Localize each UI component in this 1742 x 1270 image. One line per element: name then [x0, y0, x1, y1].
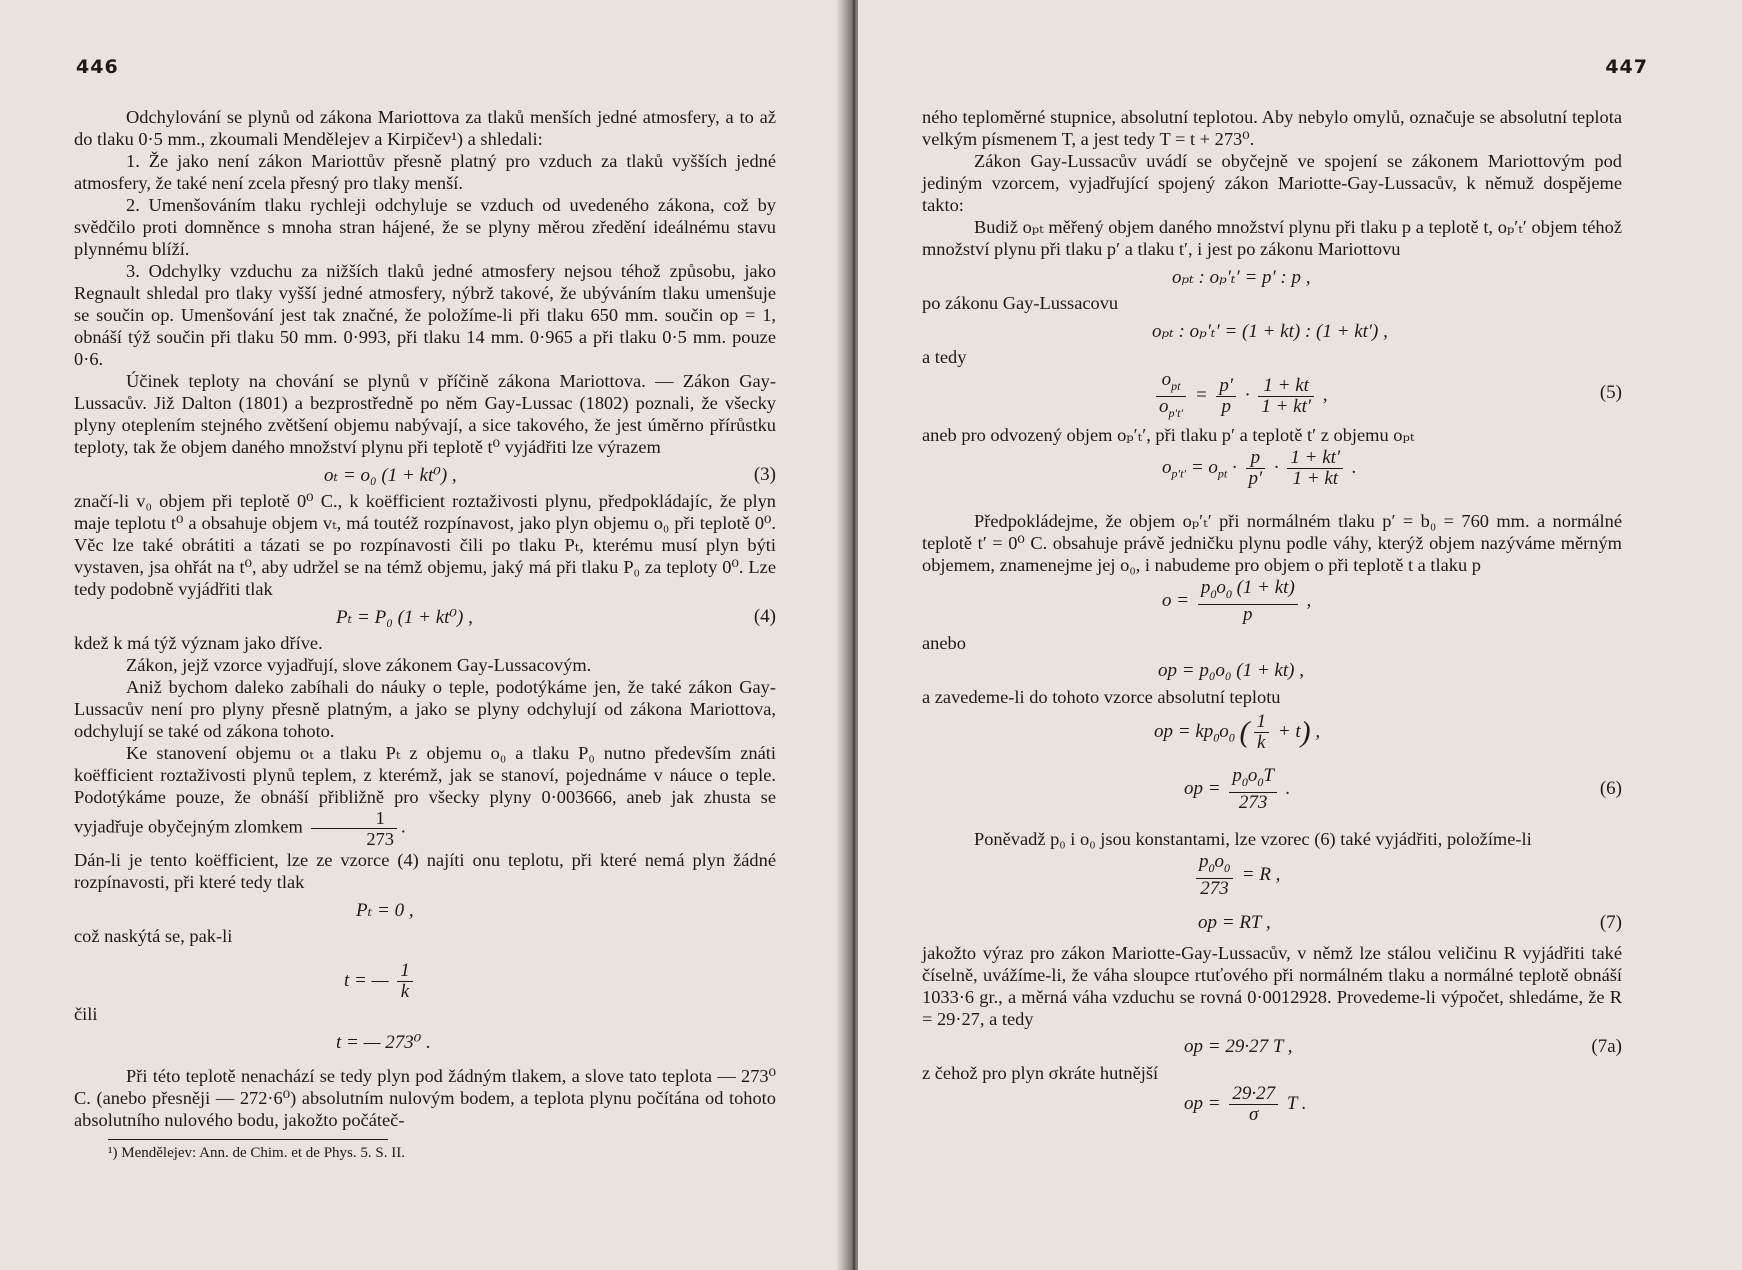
- equation-number: (5): [1599, 382, 1622, 403]
- equation-6: [922, 764, 1622, 820]
- paragraph: z čehož pro plyn σkráte hutnější: [922, 1063, 1159, 1083]
- paragraph: 3. Odchylky vzduchu za nižších tlaků jedné atmosfery nejsou téhož způsobu, jako Regnault shledal pro tlaky vyšší jedné atmosfery, nýbrž takové, že ubýváním tlaku umenšuje se součin op. Umenšování jest tak značné, že položíme-li při tlaku 650 mm. součin op = 1, obnáší týž součin při tlaku 50 mm. 0·993, při tlaku 14 mm. 0·965 a při tlaku 0·5 mm. pouze 0·6.: [74, 261, 776, 369]
- paragraph: Předpokládejme, že objem oₚ′ₜ′ při normálném tlaku p′ = b₀ = 760 mm. a normálné teplotě t′ = 0⁰ C. obsahuje právě jedničku plynu podle váhy, kterýž objem nazýváme měrným objemem, znamenejme jej o₀, i nabudeme pro objem o při teplotě t a tlaku p: [922, 511, 1622, 575]
- fraction-denominator: 273: [366, 829, 394, 849]
- paragraph: ného teploměrné stupnice, absolutní teplotou. Aby nebylo omylů, označuje se absolutní teplota velkým písmenem T, a jest tedy T = t + 273⁰.: [922, 107, 1622, 149]
- paragraph: Odchylování se plynů od zákona Mariottova za tlaků menších jedné atmosfery, a to až do tlaku 0·5 mm., zkoumali Mendělejev a Kirpičev¹) a shledali:: [74, 107, 776, 149]
- paragraph: značí-li v₀ objem při teplotě 0⁰ C., k koëfficient roztaživosti plynu, předpokládajíc, že plyn maje teplotu t⁰ a obsahuje objem vₜ, má toutéž rozpínavost, jako plyn objemu o₀ při teplotě 0⁰. Věc lze také obrátiti a tázati se po rozpínavosti čili po tlaku Pₜ, kterému musí plyn býti vystaven, jsa ohřát na t⁰, aby udržel se na témž objemu, jaký má při tlaku P₀ za teploty 0⁰. Lze tedy podobně vyjádřiti tlak: [74, 491, 776, 599]
- paragraph: 1. Že jako není zákon Mariottův přesně platný pro vzduch za tlaků vyšších jedné atmosfery, že také není zcela přesný pro tlaky menší.: [74, 151, 776, 193]
- equation-mariotte: [922, 260, 1622, 292]
- paragraph: Při této teplotě nenachází se tedy plyn pod žádným tlakem, a slove tato teplota — 273⁰ C. (anebo přesněji — 272·6⁰) absolutním nulovým bodem, a teplota plynu počítána od tohoto absolutního nulového bodu, jakožto počáteč-: [74, 1066, 776, 1130]
- left-page-body: [74, 106, 776, 1163]
- fraction-numerator: 29·27: [1229, 1084, 1278, 1105]
- paragraph: čili: [74, 1004, 98, 1024]
- equation: op = p₀o₀ (1 + kt) ,: [1158, 660, 1304, 681]
- paragraph: a tedy: [922, 347, 967, 367]
- equation: oₚₜ : oₚ′ₜ′ = (1 + kt) : (1 + kt′) ,: [1152, 321, 1388, 342]
- equation-gay-lussac: [922, 314, 1622, 346]
- equation: Pₜ = P₀ (1 + kt⁰) ,: [336, 607, 473, 628]
- equation-5: [922, 368, 1622, 424]
- equation-dense-gas: [922, 1084, 1622, 1140]
- fraction: [311, 808, 397, 849]
- fraction-denominator: k: [400, 981, 410, 1002]
- fraction-denominator: σ: [1249, 1104, 1259, 1125]
- fraction-numerator: 1: [311, 808, 397, 829]
- paragraph: Aniž bychom daleko zabíhali do náuky o teple, podotýkáme jen, že také zákon Gay-Lussacův není pro plyny přesně platným, a jako se plyny odchylují od zákona Mariottova, odchylují se také od zákona tohoto.: [74, 677, 776, 741]
- equation-number: (3): [753, 464, 776, 485]
- paragraph: Účinek teploty na chování se plynů v příčině zákona Mariottova. — Zákon Gay-Lussacův. Již Dalton (1801) a bezprostředně po něm Gay-Lussac (1802) poznali, že všecky plyny oteplením stejného zvětšení objemu nabývají, a sice takového, že jest úměrno přírůstku teploty, tak že objem daného množství plynu při teplotě t⁰ vyjádřiti lze výrazem: [74, 371, 776, 457]
- right-page: [858, 0, 1742, 1270]
- equation: o = $\frac{p_0o_0 (1 + kt)}{p}$ ,: [1162, 577, 1312, 625]
- paragraph: a zavedeme-li do tohoto vzorce absolutní teplotu: [922, 687, 1281, 707]
- left-page: [0, 0, 852, 1270]
- paragraph: aneb pro odvozený objem oₚ′ₜ′, při tlaku p′ a teplotě t′ z objemu oₚₜ: [922, 425, 1415, 445]
- fraction-numerator: 1: [397, 961, 413, 982]
- equation-derived-volume: [922, 446, 1622, 502]
- equation-7a: [922, 1030, 1622, 1062]
- equation: t = — 273⁰ .: [336, 1032, 431, 1053]
- equation: [344, 961, 417, 1002]
- paragraph: Poněvadž p₀ i o₀ jsou konstantami, lze vzorec (6) také vyjádřiti, položíme-li: [974, 829, 1532, 849]
- paragraph-text: Ke stanovení objemu oₜ a tlaku Pₜ z objemu o₀ a tlaku P₀ nutno především znáti koëfficient roztaživosti plynů teplem, z kterémž, jak se stanoví, pojednáme v náuce o teple. Podotýkáme pouze, že obnáší přibližně pro všecky plyny 0·003666, aneb jak zhusta se vyjadřuje obyčejným zlomkem: [74, 743, 776, 837]
- fraction: [1229, 1084, 1278, 1125]
- paragraph: Ke stanovení objemu oₜ a tlaku Pₜ z objemu o₀ a tlaku P₀ nutno především znáti koëfficient roztaživosti plynů teplem, z kterémž, jak se stanoví, pojednáme v náuce o teple. Podotýkáme pouze, že obnáší přibližně pro všecky plyny 0·003666, aneb jak zhusta se vyjadřuje obyčejným zlomkem $\frac{1}{273}$ .: [74, 743, 776, 849]
- equation-number: (7a): [1591, 1036, 1622, 1057]
- paragraph: Zákon, jejž vzorce vyjadřují, slove zákonem Gay-Lussacovým.: [126, 655, 592, 675]
- equation-number: (4): [753, 606, 776, 627]
- equation-rhs: = R ,: [1241, 863, 1281, 885]
- paragraph: Dán-li je tento koëfficient, lze ze vzorce (4) najíti onu teplotu, při které nemá plyn žádné rozpínavosti, při které tedy tlak: [74, 850, 776, 892]
- equation-o: [922, 576, 1622, 632]
- footnote-rule: [108, 1139, 388, 1140]
- paragraph: po zákonu Gay-Lussacovu: [922, 293, 1119, 313]
- equation-pt-zero: [74, 893, 776, 925]
- equation-op: [922, 654, 1622, 686]
- paragraph: 2. Umenšováním tlaku rychleji odchyluje se vzduch od uvedeného zákona, což by svědčilo proti domněnce s mnoha stran hájené, že se plyny měrou zředění ideálnému stavu plynnému blíží.: [74, 195, 776, 259]
- equation: oₜ = o₀ (1 + kt⁰) ,: [324, 465, 457, 486]
- equation: op = 29·27 T ,: [1184, 1036, 1293, 1057]
- right-page-body: [922, 106, 1622, 1140]
- equation-r-definition: [922, 850, 1622, 906]
- equation-3: [74, 458, 776, 490]
- paragraph: anebo: [922, 633, 966, 653]
- equation-4: [74, 600, 776, 632]
- equation-op-absolute: [922, 708, 1622, 764]
- fraction: [397, 961, 413, 1002]
- page-number-right: 447: [1605, 56, 1648, 78]
- equation: $\frac{o_{pt}}{o_{p't'}}$ = $\frac{p'}{p}$ · $\frac{1 + kt}{1 + kt'}$ ,: [1152, 370, 1328, 423]
- paragraph: Budiž oₚₜ měřený objem daného množství plynu při tlaku p a teplotě t, oₚ′ₜ′ objem téhož množství plynu při tlaku p′ a tlaku t′, i jest po zákonu Mariottovu: [922, 217, 1622, 259]
- equation-lhs: t = —: [344, 969, 389, 991]
- footnote: ¹) Mendělejev: Ann. de Chim. et de Phys. 5. S. II.: [108, 1145, 405, 1161]
- paragraph: jakožto výraz pro zákon Mariotte-Gay-Lussacův, v němž lze stálou veličinu R vyjádřiti také číselně, uvážíme-li, že váha sloupce rtuťového při normálném tlaku a normálné teplotě obnáší 1033·6 gr., a měrná váha vzduchu se rovná 0·0012928. Provedeme-li výpočet, shledáme, že R = 29·27, a tedy: [922, 943, 1622, 1029]
- paragraph: Zákon Gay-Lussacův uvádí se obyčejně ve spojení se zákonem Mariottovým pod jediným vzorcem, vyjadřující spojený zákon Mariotte-Gay-Lussacův, k němuž dospějeme takto:: [922, 151, 1622, 215]
- page-number-left: 446: [76, 56, 119, 78]
- equation: $\frac{p_0o_0}{273}$ = R ,: [1192, 852, 1280, 899]
- equation-number: (6): [1599, 778, 1622, 799]
- equation-7: [922, 906, 1622, 938]
- equation: op = $kp_0o_0$ ( $\frac{1}{k}$ + t) ,: [1154, 711, 1321, 753]
- equation: op = $\frac{p_0o_0T}{273}$ .: [1184, 765, 1291, 813]
- paragraph: což naskýtá se, pak-li: [74, 926, 233, 946]
- equation-number: (7): [1599, 912, 1622, 933]
- equation: op = RT ,: [1198, 912, 1271, 933]
- equation: op = $\frac{29\cdot 27}{\sigma}$ T .: [1184, 1083, 1307, 1125]
- equation: $o_{p't'} = o_{pt}$ · $\frac{p}{p'}$ · $\frac{1 + kt'}{1 + kt}$ .: [1162, 447, 1357, 489]
- equation: Pₜ = 0 ,: [356, 900, 414, 921]
- paragraph: kdež k má týž význam jako dříve.: [74, 633, 323, 653]
- equation-t-neg-1-over-k: [74, 947, 776, 1003]
- equation: oₚₜ : oₚ′ₜ′ = p′ : p ,: [1172, 267, 1311, 288]
- equation-t-273: [74, 1025, 776, 1057]
